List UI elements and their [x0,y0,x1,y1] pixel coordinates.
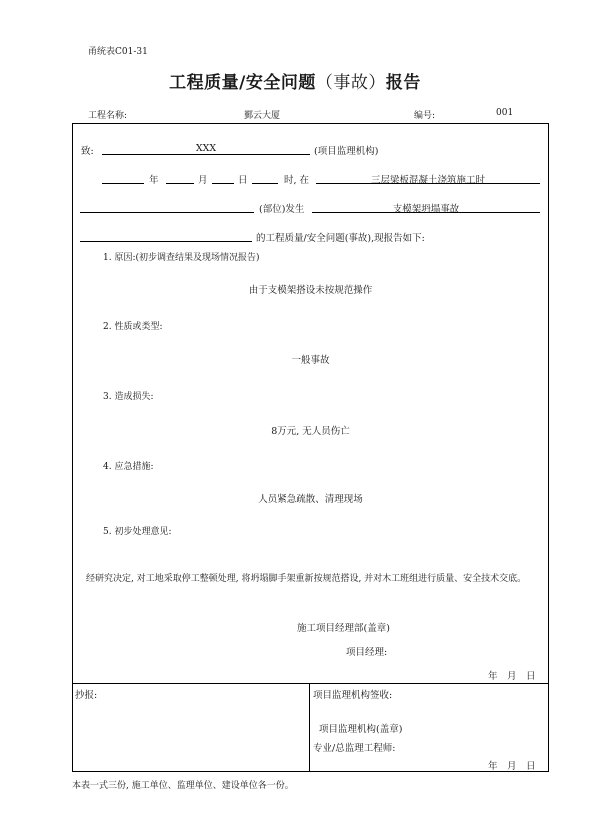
item-type-label: 2. 性质或类型: [103,322,163,332]
page-title [0,68,590,93]
bottom-column-divider [309,683,310,772]
dept-stamp-label: 施工项目经理部(盖章) [297,623,390,634]
location-value[interactable]: 三层梁板混凝土浇筑施工时 [370,175,485,186]
year-label: 年 [149,175,159,186]
sign-label: 项目监理机构签收: [313,690,393,701]
report-form-box [72,123,549,772]
part-label: (部位)发生 [259,204,305,215]
item-emergency-value[interactable]: 人员紧急疏散、清理现场 [258,494,363,505]
year-underline[interactable] [102,183,144,184]
decision-text[interactable]: 经研究决定, 对工地采取停工整顿处理, 将坍塌脚手架重新按规范搭设, 并对木工班组进行质量、安全技术交底。 [86,574,527,584]
item-loss-value[interactable]: 8万元, 无人员伤亡 [271,426,350,437]
number-label: 编号: [414,111,436,121]
report-text: 的工程质量/安全问题(事故),现报告如下: [256,233,425,244]
form-divider [72,683,549,684]
number-value: 001 [496,108,514,118]
item-opinion-label: 5. 初步处理意见: [103,527,172,537]
month-underline[interactable] [166,183,194,184]
to-label: 致: [81,146,94,157]
bottom-date: 年 月 日 [488,761,536,772]
to-suffix: (项目监理机构) [314,146,379,157]
item-type-value[interactable]: 一般事故 [291,355,330,366]
accident-value[interactable]: 支模架坍塌事故 [392,204,460,215]
report-underline[interactable] [80,241,252,242]
engineer-label: 专业/总监理工程师: [313,743,396,754]
day-label: 日 [238,175,248,186]
sign-stamp-label: 项目监理机构(盖章) [319,724,403,735]
project-value: 鄞云大厦 [244,111,281,121]
project-label: 工程名称: [88,111,128,121]
title-paren: （事故） [315,73,386,93]
hour-underline[interactable] [252,183,278,184]
to-underline [102,154,310,155]
item-emergency-label: 4. 应急措施: [103,462,154,472]
footnote: 本表一式三份, 施工单位、监理单位、建设单位各一份。 [72,781,294,791]
form-code: 甬统表C01-31 [88,47,148,57]
item-cause-value[interactable]: 由于支模架搭设未按规范操作 [248,285,373,296]
month-label: 月 [198,175,208,186]
day-underline[interactable] [212,183,234,184]
title-tail: 报告 [385,73,421,93]
item-cause-label: 1. 原因:(初步调查结果及现场情况报告) [103,253,260,263]
form-date: 年 月 日 [488,671,536,682]
part-underline[interactable] [80,212,254,213]
item-loss-label: 3. 造成损失: [103,392,154,402]
cc-label: 抄报: [75,690,98,701]
to-value[interactable]: XXX [195,143,217,154]
manager-label: 项目经理: [346,647,388,658]
time-label: 时, 在 [284,175,310,186]
title-main: 工程质量/安全问题 [169,73,316,93]
